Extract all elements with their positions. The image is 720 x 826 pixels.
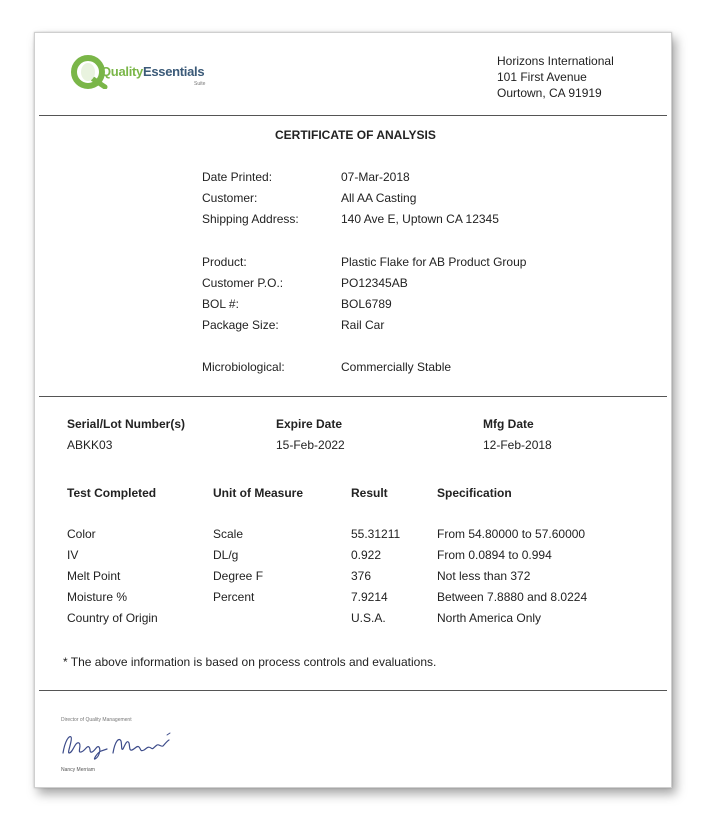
quality-essentials-logo [71, 51, 211, 91]
company-name: Horizons International [497, 54, 614, 68]
signature-name: Nancy Merriam [61, 767, 95, 773]
lot-mfg-value: 12-Feb-2018 [483, 438, 552, 452]
info-value-microbiological: Commercially Stable [341, 360, 452, 374]
header-divider [39, 115, 667, 116]
table-cell: Not less than 372 [437, 569, 531, 583]
lot-mfg-header: Mfg Date [483, 417, 534, 431]
info-value-shipping-address: 140 Ave E, Uptown CA 12345 [341, 212, 499, 226]
test-header-test: Test Completed [67, 486, 157, 500]
table-cell: DL/g [213, 548, 239, 562]
document-title: CERTIFICATE OF ANALYSIS [275, 128, 436, 142]
company-city: Ourtown, CA 91919 [497, 86, 602, 100]
logo-essentials: Essentials [142, 64, 205, 79]
lot-serial-value: ABKK03 [67, 438, 113, 452]
table-cell: Scale [213, 527, 244, 541]
table-cell: Degree F [213, 569, 264, 583]
lot-serial-header: Serial/Lot Number(s) [67, 417, 186, 431]
signature-title: Director of Quality Management [61, 717, 132, 723]
footer-divider [39, 690, 667, 691]
table-cell: Between 7.8880 and 8.0224 [437, 590, 588, 604]
logo-suite: Suite [194, 81, 206, 87]
info-label-customer-po: Customer P.O.: [202, 276, 284, 290]
table-cell: 0.922 [351, 548, 382, 562]
info-label-customer: Customer: [202, 191, 258, 205]
info-label-package-size: Package Size: [202, 318, 279, 332]
info-label-microbiological: Microbiological: [202, 360, 285, 374]
table-cell: 55.31211 [351, 527, 401, 541]
info-label-bol: BOL #: [202, 297, 239, 311]
table-cell: Color [67, 527, 96, 541]
test-header-specification: Specification [437, 486, 512, 500]
info-label-date-printed: Date Printed: [202, 170, 273, 184]
info-value-package-size: Rail Car [341, 318, 385, 332]
table-cell: Melt Point [67, 569, 121, 583]
table-cell: IV [67, 548, 79, 562]
info-value-customer: All AA Casting [341, 191, 417, 205]
info-value-date-printed: 07-Mar-2018 [341, 170, 410, 184]
info-value-customer-po: PO12345AB [341, 276, 408, 290]
company-address [497, 53, 614, 101]
table-cell: 376 [351, 569, 372, 583]
lot-expire-value: 15-Feb-2022 [276, 438, 345, 452]
info-divider [39, 396, 667, 397]
table-cell: North America Only [437, 611, 542, 625]
table-cell: From 0.0894 to 0.994 [437, 548, 552, 562]
test-header-result: Result [351, 486, 388, 500]
company-street: 101 First Avenue [497, 70, 587, 84]
table-cell: U.S.A. [351, 611, 386, 625]
test-header-unit: Unit of Measure [213, 486, 304, 500]
table-cell: Moisture % [67, 590, 128, 604]
info-label-shipping-address: Shipping Address: [202, 212, 299, 226]
table-cell: From 54.80000 to 57.60000 [437, 527, 586, 541]
info-value-product: Plastic Flake for AB Product Group [341, 255, 527, 269]
table-cell: 7.9214 [351, 590, 388, 604]
logo-quality: Quality [101, 64, 143, 79]
info-value-bol: BOL6789 [341, 297, 392, 311]
info-label-product: Product: [202, 255, 247, 269]
table-cell: Percent [213, 590, 255, 604]
footnote: * The above information is based on process controls and evaluations. [63, 655, 437, 669]
handwritten-signature-image [55, 723, 185, 763]
lot-expire-header: Expire Date [276, 417, 343, 431]
certificate-document [34, 32, 672, 788]
logo-wordmark [101, 64, 204, 79]
table-cell: Country of Origin [67, 611, 158, 625]
